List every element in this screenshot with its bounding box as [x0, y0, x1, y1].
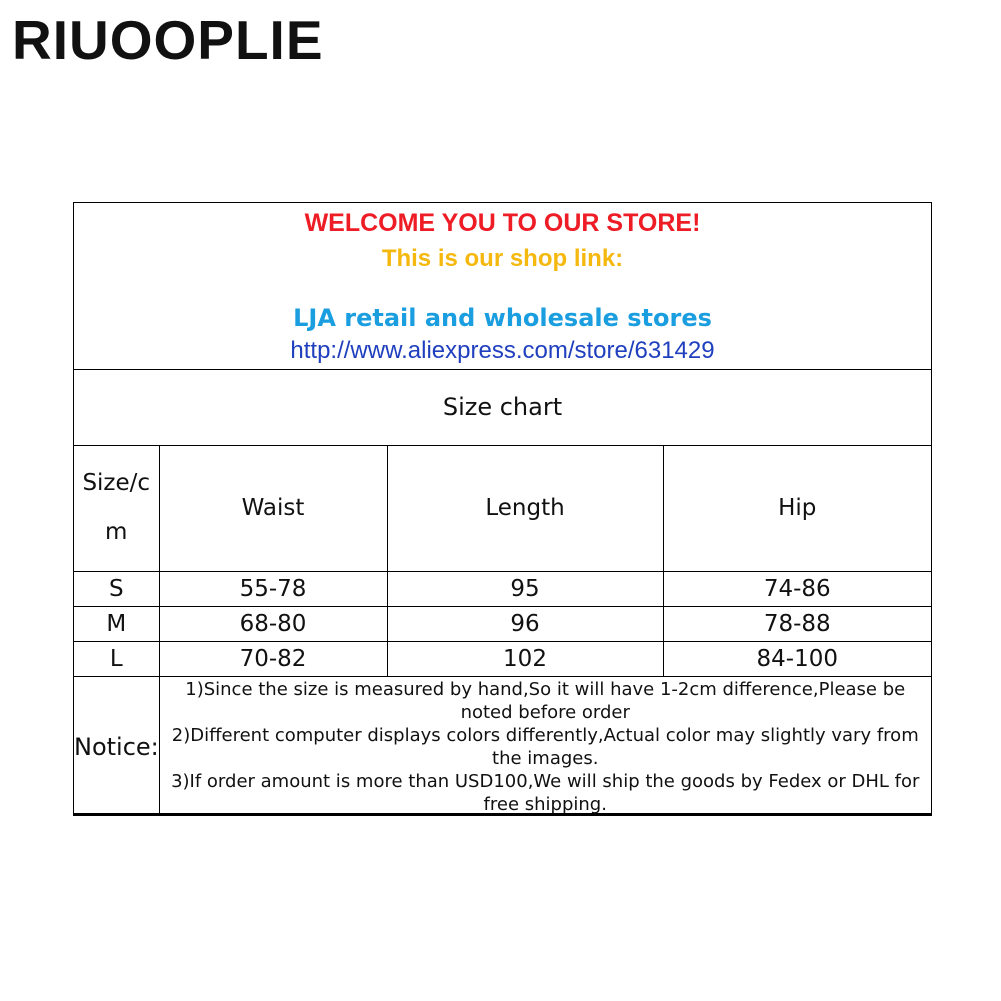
- table-row: [74, 572, 931, 607]
- hip-cell: 74-86: [663, 572, 931, 607]
- size-chart-title-text: Size chart: [442, 393, 563, 421]
- store-url-link[interactable]: http://www.aliexpress.com/store/631429: [290, 337, 715, 364]
- notice-label: Notice:: [74, 677, 159, 817]
- hip-cell: 78-88: [663, 607, 931, 642]
- table-header-row: [74, 445, 931, 572]
- waist-cell: 68-80: [159, 607, 387, 642]
- size-chart-card: [73, 202, 932, 816]
- shop-link-label: This is our shop link:: [381, 245, 624, 272]
- header-waist: Waist: [159, 445, 387, 572]
- hip-cell: 84-100: [663, 642, 931, 677]
- waist-cell: 55-78: [159, 572, 387, 607]
- header-hip: Hip: [663, 445, 931, 572]
- length-cell: 95: [387, 572, 663, 607]
- welcome-text: WELCOME YOU TO OUR STORE!: [304, 209, 701, 237]
- store-banner: [74, 203, 931, 370]
- notice-item: 1)Since the size is measured by hand,So it will have 1-2cm difference,Please be noted before order: [185, 678, 906, 723]
- size-cell: S: [74, 572, 159, 607]
- length-cell: 96: [387, 607, 663, 642]
- table-row: [74, 607, 931, 642]
- table-row: [74, 642, 931, 677]
- length-cell: 102: [387, 642, 663, 677]
- size-table: [74, 445, 931, 816]
- notice-item: 2)Different computer displays colors differently,Actual color may slightly vary from the images.: [171, 724, 919, 769]
- notice-item: 3)If order amount is more than USD100,We will ship the goods by Fedex or DHL for free shipping.: [171, 770, 920, 815]
- waist-cell: 70-82: [159, 642, 387, 677]
- size-cell: M: [74, 607, 159, 642]
- notice-text: [159, 677, 931, 817]
- size-cell: L: [74, 642, 159, 677]
- brand-logo: RIUOOPLIE: [12, 9, 324, 71]
- header-size: Size/c m: [74, 445, 159, 572]
- size-chart-title: [74, 369, 931, 446]
- notice-row: [74, 677, 931, 817]
- store-name: LJA retail and wholesale stores: [293, 304, 712, 332]
- header-length: Length: [387, 445, 663, 572]
